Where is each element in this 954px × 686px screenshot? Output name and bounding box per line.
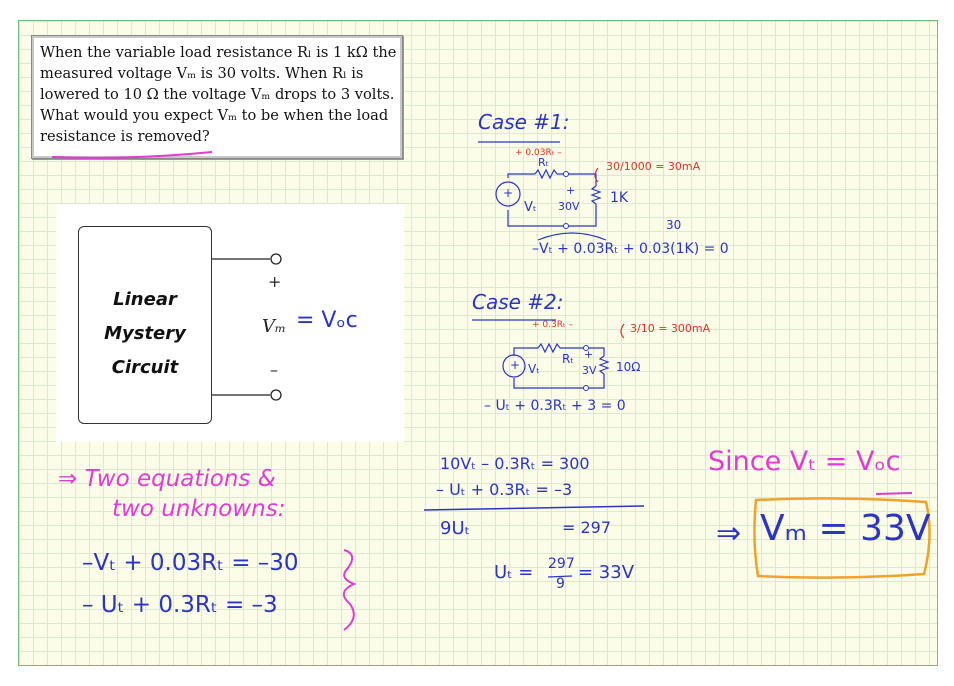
problem-line: What would you expect Vₘ to be when the load — [40, 107, 389, 124]
case2-current: 3/10 = 300mA — [630, 322, 711, 335]
case1-kvl: –Vₜ + 0.03Rₜ + 0.03(1K) = 0 — [532, 241, 729, 257]
case1-title: Case #1: — [478, 110, 570, 134]
case1-voltage: 30V — [558, 200, 580, 213]
fraction-numerator: 297 — [548, 556, 575, 572]
solution-line-2: – Uₜ + 0.3Rₜ = –3 — [436, 480, 573, 499]
problem-line: resistance is removed? — [40, 128, 210, 145]
case2-voltage: 3V — [582, 364, 597, 377]
equation-2: – Uₜ + 0.3Rₜ = –3 — [82, 592, 278, 618]
solution-line-1: 10Vₜ – 0.3Rₜ = 300 — [440, 454, 590, 473]
case2-title: Case #2: — [472, 290, 564, 314]
solution-line-3-left: 9Uₜ — [440, 518, 470, 539]
conclusion-arrow: ⇒ — [716, 516, 742, 551]
case1-vt-label: Vₜ — [524, 200, 537, 215]
case2-source-plus: + — [510, 358, 521, 372]
mystery-label-line: Mystery — [104, 323, 186, 344]
fraction-denominator: 9 — [556, 576, 565, 592]
case1-rt-label: Rₜ — [538, 156, 549, 169]
case2-load: 10Ω — [616, 360, 641, 374]
vm-label: Vₘ — [262, 316, 287, 337]
two-unknowns-note: two unknowns: — [112, 496, 286, 522]
case2-kvl: – Uₜ + 0.3Rₜ + 3 = 0 — [484, 398, 626, 414]
case1-brace-value: 30 — [666, 218, 682, 232]
problem-line: measured voltage Vₘ is 30 volts. When Rₗ is — [40, 65, 364, 82]
case1-current: 30/1000 = 30mA — [606, 160, 701, 173]
mystery-label-line: Circuit — [111, 357, 179, 378]
since-vt-equals-voc: Since Vₜ = Vₒc — [708, 446, 901, 477]
problem-line: lowered to 10 Ω the voltage Vₘ drops to 3 volts. — [40, 86, 395, 103]
case1-load: 1K — [610, 190, 629, 206]
vt-rhs: = 33V — [578, 562, 635, 583]
solution-line-3-right: = 297 — [562, 518, 612, 537]
plus-sign: + — [268, 272, 282, 291]
case2-load-plus: + — [584, 348, 594, 361]
minus-sign: – — [270, 360, 278, 379]
equation-1: –Vₜ + 0.03Rₜ = –30 — [82, 550, 299, 576]
two-equations-note: ⇒ Two equations & — [58, 466, 276, 492]
vm-equals-voc: = Vₒc — [296, 308, 358, 333]
case2-rt-label: Rₜ — [562, 352, 574, 366]
case1-rt-drop: + 0.03Rₜ – — [515, 148, 562, 158]
case2-vt-label: Vₜ — [528, 362, 540, 376]
problem-line: When the variable load resistance Rₗ is 1 kΩ the — [40, 44, 397, 61]
vt-lhs: Uₜ = — [494, 562, 534, 583]
case2-rt-drop: + 0.3Rₜ – — [532, 320, 573, 330]
mystery-label-line: Linear — [113, 289, 177, 310]
case1-source-plus: + — [503, 186, 514, 200]
final-answer: Vₘ = 33V — [760, 508, 931, 549]
case1-load-plus: + — [566, 184, 576, 197]
